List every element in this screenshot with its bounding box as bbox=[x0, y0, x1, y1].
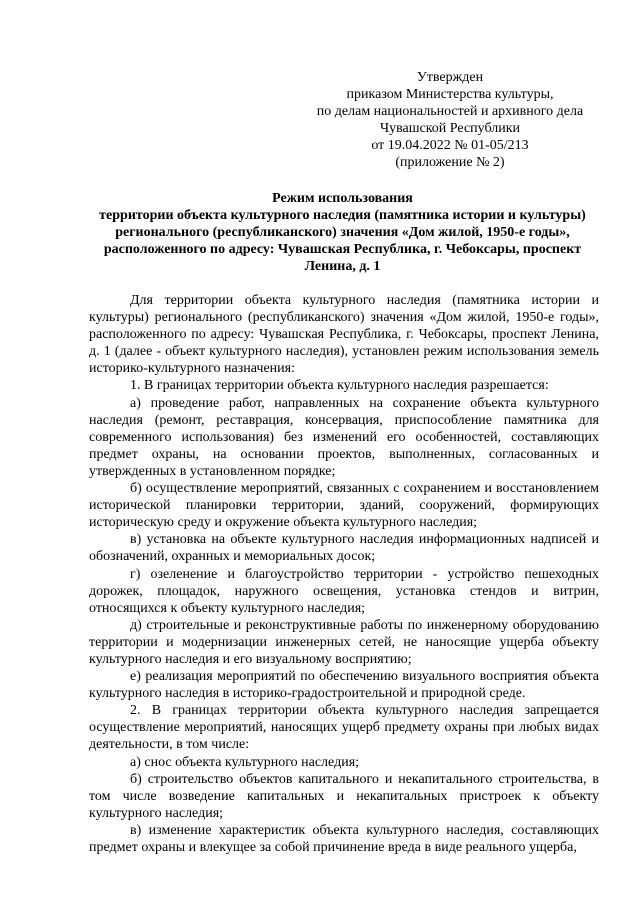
title-line: расположенного по адресу: Чувашская Республика, г. Чебоксары, проспект bbox=[103, 242, 582, 258]
clause-2a: а) снос объекта культурного наследия; bbox=[130, 754, 360, 770]
intro-paragraph: Для территории объекта культурного наследия (памятника истории и культуры) регионального (республиканского) значения «Дом жилой, 1950-е годы», расположенного по адресу: Чувашская Республика, г. Чебоксары, проспект Ленина, д. 1 (далее - объект культурного наследия), установлен режим использования земель историко-культурного назначения: bbox=[89, 293, 599, 377]
approval-stamp bbox=[300, 69, 600, 172]
clause-1a: а) проведение работ, направленных на сохранение объекта культурного наследия (ремонт, реставрация, консервация, приспособление памятника для современного использования) без изменений его особенностей, составляющих предмет охраны, на основании проектов, выполненных, согласованных и утвержденных в установленном порядке; bbox=[89, 395, 599, 479]
title-line: Режим использования bbox=[272, 191, 413, 206]
clause-1d: д) строительные и реконструктивные работы по инженерному оборудованию территории и модернизации инженерных сетей, не наносящие ущерба объекту культурного наследия и его визуальному восприятию; bbox=[89, 617, 599, 667]
approval-line: от 19.04.2022 № 01-05/213 bbox=[371, 138, 529, 154]
clause-1g: г) озеленение и благоустройство территории - устройство пешеходных дорожек, площадок, наружного освещения, установка стендов и витрин, относящихся к объекту культурного наследия; bbox=[89, 566, 599, 616]
section-1-heading: 1. В границах территории объекта культурного наследия разрешается: bbox=[130, 378, 549, 394]
title-line: Ленина, д. 1 bbox=[304, 259, 381, 275]
title-line: регионального (республиканского) значения «Дом жилой, 1950-е годы», bbox=[115, 225, 570, 241]
approval-line: (приложение № 2) bbox=[395, 155, 505, 171]
clause-1v: в) установка на объекте культурного наследия информационных надписей и обозначений, охранных и мемориальных досок; bbox=[89, 532, 599, 565]
approval-line: Утвержден bbox=[416, 70, 484, 85]
clause-1e: е) реализация мероприятий по обеспечению визуального восприятия объекта культурного наследия в историко-градостроительной и природной среде. bbox=[89, 669, 599, 702]
section-2-heading: 2. В границах территории объекта культурного наследия запрещается осуществление мероприятий, наносящих ущерб предмету охраны при любых видах деятельности, в том числе: bbox=[89, 703, 599, 753]
clause-1b: б) осуществление мероприятий, связанных с сохранением и восстановлением исторической планировки территории, зданий, сооружений, формирующих историческую среду и окружение объекта культурного наследия; bbox=[89, 481, 599, 531]
approval-line: Чувашской Республики bbox=[379, 121, 521, 137]
clause-2b: б) строительство объектов капитального и некапитального строительства, в том числе возведение капитальных и некапитальных пристроек к объекту культурного наследия; bbox=[89, 771, 599, 821]
approval-line: приказом Министерства культуры, bbox=[346, 87, 554, 103]
approval-line: по делам национальностей и архивного дела bbox=[316, 104, 584, 120]
document-title bbox=[85, 190, 600, 275]
title-line: территории объекта культурного наследия (памятника истории и культуры) bbox=[99, 208, 586, 224]
clause-2v: в) изменение характеристик объекта культурного наследия, составляющих предмет охраны и влекущее за собой причинение вреда в виде реального ущерба, bbox=[89, 822, 599, 855]
document-body bbox=[89, 292, 599, 856]
